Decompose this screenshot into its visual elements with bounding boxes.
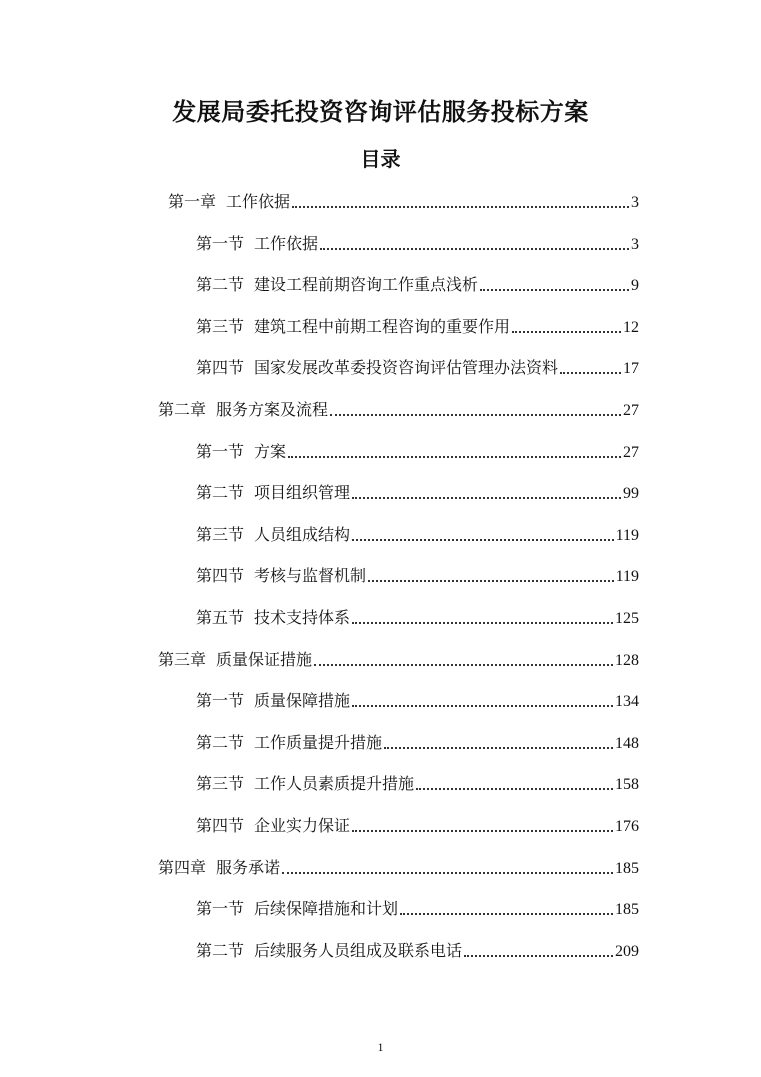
toc-dot-leader xyxy=(384,746,613,749)
toc-section-entry[interactable] xyxy=(196,768,639,794)
toc-entry-page: 27 xyxy=(623,402,639,419)
toc-entry-page: 3 xyxy=(631,235,639,253)
toc-chapter-entry[interactable] xyxy=(158,852,639,878)
toc-dot-leader xyxy=(368,579,614,582)
toc-entry-page: 185 xyxy=(615,859,639,877)
toc-dot-leader xyxy=(352,496,621,499)
toc-entry-number: 第一节 xyxy=(196,233,245,253)
toc-entry-number: 第一节 xyxy=(196,899,245,919)
toc-dot-leader xyxy=(416,787,613,790)
toc-chapter-entry[interactable] xyxy=(158,394,639,420)
toc-entry-title: 建筑工程中前期工程咨询的重要作用 xyxy=(254,316,511,336)
toc-entry-page: 99 xyxy=(623,485,639,503)
toc-entry-title: 考核与监督机制 xyxy=(254,566,367,586)
toc-dot-leader xyxy=(352,829,613,832)
toc-chapter-entry[interactable] xyxy=(158,644,639,670)
toc-entry-number: 第四章 xyxy=(158,857,207,877)
toc-chapter-entry[interactable] xyxy=(168,186,639,212)
document-title: 发展局委托投资咨询评估服务投标方案 xyxy=(172,98,589,126)
toc-entry-number: 第二节 xyxy=(196,275,245,295)
toc-entry-page: 125 xyxy=(615,610,639,627)
toc-section-entry[interactable] xyxy=(196,893,639,919)
toc-entry-page: 119 xyxy=(615,526,639,544)
toc-section-entry[interactable] xyxy=(196,519,639,545)
toc-entry-number: 第三节 xyxy=(196,316,245,336)
toc-entry-number: 第一节 xyxy=(196,691,245,711)
toc-entry-number: 第二节 xyxy=(196,483,245,503)
toc-entry-page: 3 xyxy=(631,194,639,211)
toc-dot-leader xyxy=(352,621,613,624)
toc-section-entry[interactable] xyxy=(196,436,639,462)
toc-section-entry[interactable] xyxy=(196,685,639,711)
toc-section-entry[interactable] xyxy=(196,727,639,753)
toc-section-entry[interactable] xyxy=(196,228,639,254)
toc-entry-number: 第四节 xyxy=(196,566,245,586)
toc-dot-leader xyxy=(282,871,613,874)
toc-dot-leader xyxy=(352,704,613,707)
toc-entry-title: 后续保障措施和计划 xyxy=(254,899,399,919)
toc-entry-page: 128 xyxy=(615,651,639,669)
toc-section-entry[interactable] xyxy=(196,935,639,961)
toc-entry-page: 119 xyxy=(615,568,639,586)
toc-entry-title: 质量保证措施 xyxy=(216,649,313,669)
toc-entry-title: 人员组成结构 xyxy=(254,524,351,544)
toc-entry-title: 质量保障措施 xyxy=(254,691,351,711)
toc-entry-page: 176 xyxy=(615,818,639,835)
toc-dot-leader xyxy=(292,205,629,208)
toc-section-entry[interactable] xyxy=(196,810,639,836)
toc-dot-leader xyxy=(560,371,621,374)
toc-entry-number: 第三节 xyxy=(196,774,245,794)
toc-entry-title: 工作质量提升措施 xyxy=(254,732,383,752)
toc-entry-number: 第二节 xyxy=(196,732,245,752)
toc-section-entry[interactable] xyxy=(196,269,639,295)
toc-entry-title: 工作依据 xyxy=(254,233,319,253)
toc-dot-leader xyxy=(480,288,629,291)
toc-entry-number: 第四节 xyxy=(196,816,245,835)
toc-entry-title: 方案 xyxy=(254,441,287,461)
toc-entry-number: 第五节 xyxy=(196,608,245,627)
toc-entry-page: 27 xyxy=(623,443,639,461)
toc-entry-title: 服务方案及流程 xyxy=(216,400,329,419)
toc-entry-number: 第一节 xyxy=(196,441,245,461)
toc-dot-leader xyxy=(288,455,621,458)
toc-dot-leader xyxy=(400,912,613,915)
toc-entry-page: 158 xyxy=(615,776,639,794)
toc-entry-number: 第四节 xyxy=(196,358,245,378)
toc-dot-leader xyxy=(330,413,621,416)
toc-entry-page: 134 xyxy=(615,693,639,711)
toc-entry-title: 工作依据 xyxy=(226,192,291,211)
toc-entry-number: 第一章 xyxy=(168,192,217,211)
toc-entry-number: 第三节 xyxy=(196,524,245,544)
toc-section-entry[interactable] xyxy=(196,602,639,628)
toc-section-entry[interactable] xyxy=(196,352,639,378)
toc-dot-leader xyxy=(352,538,614,541)
toc-entry-page: 9 xyxy=(631,277,639,295)
toc-section-entry[interactable] xyxy=(196,560,639,586)
toc-heading: 目录 xyxy=(360,147,401,171)
toc-entry-number: 第二章 xyxy=(158,400,207,419)
toc-entry-title: 工作人员素质提升措施 xyxy=(254,774,415,794)
toc-entry-page: 209 xyxy=(615,942,639,960)
toc-entry-page: 17 xyxy=(623,360,639,378)
toc-section-entry[interactable] xyxy=(196,311,639,337)
toc-entry-title: 项目组织管理 xyxy=(254,483,351,503)
toc-dot-leader xyxy=(320,247,629,250)
toc-entry-title: 建设工程前期咨询工作重点浅析 xyxy=(254,275,479,295)
toc-entry-page: 185 xyxy=(615,901,639,919)
toc-dot-leader xyxy=(464,954,613,957)
toc-dot-leader xyxy=(314,663,613,666)
toc-section-entry[interactable] xyxy=(196,477,639,503)
toc-entry-title: 服务承诺 xyxy=(216,857,281,877)
toc-entry-page: 12 xyxy=(623,318,639,336)
toc-entry-page: 148 xyxy=(615,734,639,752)
toc-dot-leader xyxy=(512,330,621,333)
page-number: 1 xyxy=(377,1040,384,1054)
toc-entry-title: 国家发展改革委投资咨询评估管理办法资料 xyxy=(254,358,559,378)
toc-entry-title: 技术支持体系 xyxy=(254,608,351,627)
toc-entry-title: 企业实力保证 xyxy=(254,816,351,835)
toc-entry-title: 后续服务人员组成及联系电话 xyxy=(254,940,463,960)
toc-entry-number: 第三章 xyxy=(158,649,207,669)
toc-entry-number: 第二节 xyxy=(196,940,245,960)
